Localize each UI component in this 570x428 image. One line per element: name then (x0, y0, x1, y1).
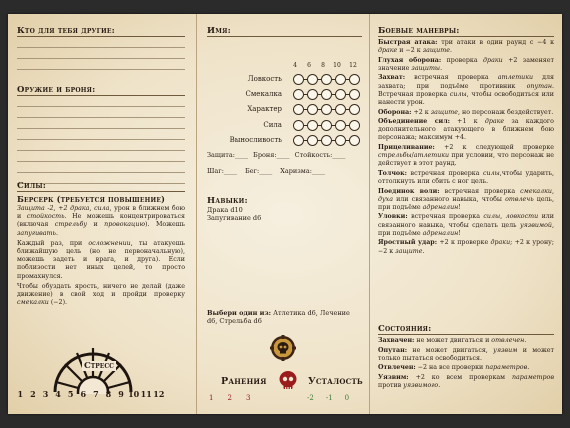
gear-line[interactable] (17, 151, 185, 162)
relations-line[interactable] (17, 48, 185, 59)
maneuver-item: Толчок: встречная проверка силы,чтобы ударить, оттолкнуть или сбить с ног цель. (378, 169, 554, 186)
die-circle[interactable] (293, 104, 304, 115)
maneuver-item: Быстрая атака: три атаки в один раунд с −4 к драке и −2 к защите. (378, 39, 555, 55)
gear-title: Оружие и броня: (17, 85, 185, 96)
relations-line[interactable] (17, 37, 185, 48)
die-circle[interactable] (349, 74, 360, 85)
maneuver-item: Уловки: встречная проверка силы, ловкости или связанного навыка, чтобы сделать цель уязвимой, при подъёме адреналин! (378, 213, 554, 237)
skull-badge-icon (270, 335, 296, 361)
powers-title: Силы: (17, 181, 185, 192)
die-circle[interactable] (293, 135, 304, 146)
die-circle[interactable] (321, 74, 332, 85)
gear-line[interactable] (17, 129, 185, 140)
skill-item: Драка d10 (207, 206, 243, 214)
gear-line[interactable] (17, 107, 185, 118)
gear-section (17, 85, 185, 184)
die-header: 6 (307, 62, 311, 69)
die-circle[interactable] (321, 104, 332, 115)
stress-label: Стресс (84, 361, 114, 371)
fatigue-track (307, 394, 349, 402)
derived-stats-row-2 (207, 167, 367, 175)
name-section (207, 26, 362, 37)
gear-line[interactable] (17, 162, 185, 173)
fatigue-box[interactable]: 0 (344, 394, 350, 402)
pace-field[interactable]: Шаг:____ (207, 167, 237, 175)
gear-line[interactable] (17, 140, 185, 151)
condition-item: Уязвим: +2 ко всем проверкам параметров против уязвимого. (378, 373, 554, 389)
die-circle[interactable] (335, 74, 346, 85)
die-circle[interactable] (307, 89, 318, 100)
condition-item: Захвачен: не может двигаться и отвлечен. (378, 337, 527, 344)
stat-row-strength (207, 120, 367, 133)
stat-row-smarts (207, 89, 367, 102)
wound-box[interactable]: 2 (227, 394, 232, 402)
berserk-title: Берсерк (требуется повышение) (17, 194, 166, 204)
fatigue-title: Усталость (308, 376, 363, 387)
name-title[interactable]: Имя: (207, 26, 362, 37)
stat-row-spirit (207, 104, 367, 117)
die-circle[interactable] (349, 120, 360, 131)
stress-step[interactable]: 5 (67, 389, 74, 399)
die-header: 10 (333, 62, 341, 69)
pick-one-text: Выбери один из: Атлетика d6, Лечение d6, Стрельба d6 (207, 309, 350, 326)
die-header: 12 (349, 62, 357, 69)
maneuver-item: Глухая оборона: проверка драки +2 заменяет значение защиты. (378, 56, 554, 72)
stat-label: Смекалка (245, 90, 282, 98)
maneuvers-section (378, 26, 554, 257)
maneuver-item: Яростный удар: +2 к проверке драки; +2 к урону; −2 к защите. (378, 239, 554, 255)
wound-box[interactable]: 3 (245, 394, 251, 402)
die-circle[interactable] (307, 104, 318, 115)
middle-column (196, 14, 370, 414)
stat-label: Сила (263, 121, 282, 129)
stress-track (14, 389, 165, 399)
left-column (8, 14, 194, 414)
die-circle[interactable] (335, 120, 346, 131)
skill-item: Запугивание d6 (207, 214, 262, 223)
maneuver-item: Захват: встречная проверка атлетики для захвата; при подъёме противник опутан. Встречная проверка силы, чтобы освободиться или нанести урон. (378, 74, 554, 107)
wounds-track (209, 394, 250, 402)
stat-row-vigor (207, 135, 367, 148)
die-header: 8 (321, 62, 325, 69)
conditions-section (378, 324, 554, 391)
relations-section (17, 26, 185, 70)
die-circle[interactable] (321, 89, 332, 100)
powers-section (17, 181, 185, 309)
relations-title: Кто для тебя другие: (17, 26, 185, 37)
die-circle[interactable] (321, 120, 332, 131)
die-circle[interactable] (335, 104, 346, 115)
toughness-field[interactable]: Стойкость:____ (294, 151, 346, 159)
die-circle[interactable] (335, 89, 346, 100)
stress-step[interactable]: 7 (93, 389, 99, 399)
die-circle[interactable] (293, 74, 304, 85)
red-skull-icon (278, 370, 298, 392)
maneuver-item: Прицеливание: +2 к следующей проверке стрельбы/атлетики при условии, что персонаж не действует в этот раунд. (378, 143, 554, 168)
wounds-title: Ранения (221, 376, 267, 387)
gear-line[interactable] (17, 118, 185, 129)
berserk-text-3: Чтобы обуздать ярость, ничего не делай (даже движение) в свой ход и пройди проверку смекалки (−2). (17, 282, 185, 307)
condition-item: Отвлечен: −2 на все проверки параметров. (378, 364, 530, 372)
character-sheet (8, 14, 562, 414)
die-circle[interactable] (307, 135, 318, 146)
stat-label: Характер (247, 105, 282, 113)
die-circle[interactable] (293, 120, 304, 131)
stress-step[interactable]: 11 (140, 389, 152, 399)
maneuver-item: Поединок воли: встречная проверка смекалки, духа или связанного навыка, чтобы отвлечь цель, при подъёме адреналин! (378, 187, 554, 211)
die-circle[interactable] (321, 135, 332, 146)
berserk-text-1: Защита -2, +2 драка, сила, урон в ближнем бою и стойкость. Не можешь концентрироваться (включая стрельбу и провокацию). Можешь запугивать. (17, 205, 185, 237)
armor-field[interactable]: Броня:____ (253, 151, 290, 159)
condition-item: Опутан: не может двигаться, уязвим и может только пытаться освободиться. (378, 346, 554, 362)
die-circle[interactable] (307, 120, 318, 131)
die-circle[interactable] (335, 135, 346, 146)
stress-step[interactable]: 6 (80, 389, 87, 399)
stress-step[interactable]: 10 (128, 389, 140, 399)
berserk-text-2: Каждый раз, при осложнении, ты атакуешь ближайшую цель (но не первоначальную), можешь задеть и врага, и друга). Если поблизости нет иных целей, то просто промахнулся. (17, 239, 185, 280)
maneuver-item: Объединение сил: +1 к драке за каждого дополнительного атакующего в ближнем бою персонажа; максимум +4. (378, 118, 554, 142)
skills-title: Навыки: (207, 196, 248, 206)
stress-step[interactable]: 3 (42, 389, 49, 399)
stress-step[interactable]: 1 (17, 389, 24, 399)
stress-step[interactable]: 12 (153, 389, 165, 399)
defense-field[interactable]: Защита:____ (207, 151, 248, 159)
die-circle[interactable] (349, 89, 360, 100)
gear-line[interactable] (17, 96, 185, 107)
stress-step[interactable]: 9 (118, 389, 124, 399)
die-circle[interactable] (293, 89, 304, 100)
charisma-field[interactable]: Харизма:____ (280, 167, 325, 175)
die-circle[interactable] (349, 135, 360, 146)
right-column (370, 14, 562, 414)
stress-step[interactable]: 8 (105, 389, 112, 399)
derived-stats-row-1 (207, 151, 367, 159)
stat-label: Ловкость (247, 75, 282, 83)
fatigue-box[interactable]: -2 (307, 394, 314, 402)
die-circle[interactable] (307, 74, 318, 85)
die-header: 4 (293, 62, 297, 69)
fatigue-box[interactable]: -1 (325, 394, 333, 402)
wound-box[interactable]: 1 (209, 394, 214, 402)
stat-label: Выносливость (229, 136, 282, 144)
conditions-title: Состояния: (378, 324, 554, 335)
maneuvers-title: Боевые маневры: (378, 26, 554, 37)
stat-row-agility (207, 74, 367, 87)
stress-step[interactable]: 2 (30, 389, 36, 399)
maneuver-item: Оборона: +2 к защите, но персонаж бездействует. (378, 108, 554, 116)
run-field[interactable]: Бег:____ (244, 167, 273, 175)
skills-section (207, 196, 362, 222)
die-circle[interactable] (349, 104, 360, 115)
relations-line[interactable] (17, 59, 185, 70)
stress-step[interactable]: 4 (55, 389, 61, 399)
